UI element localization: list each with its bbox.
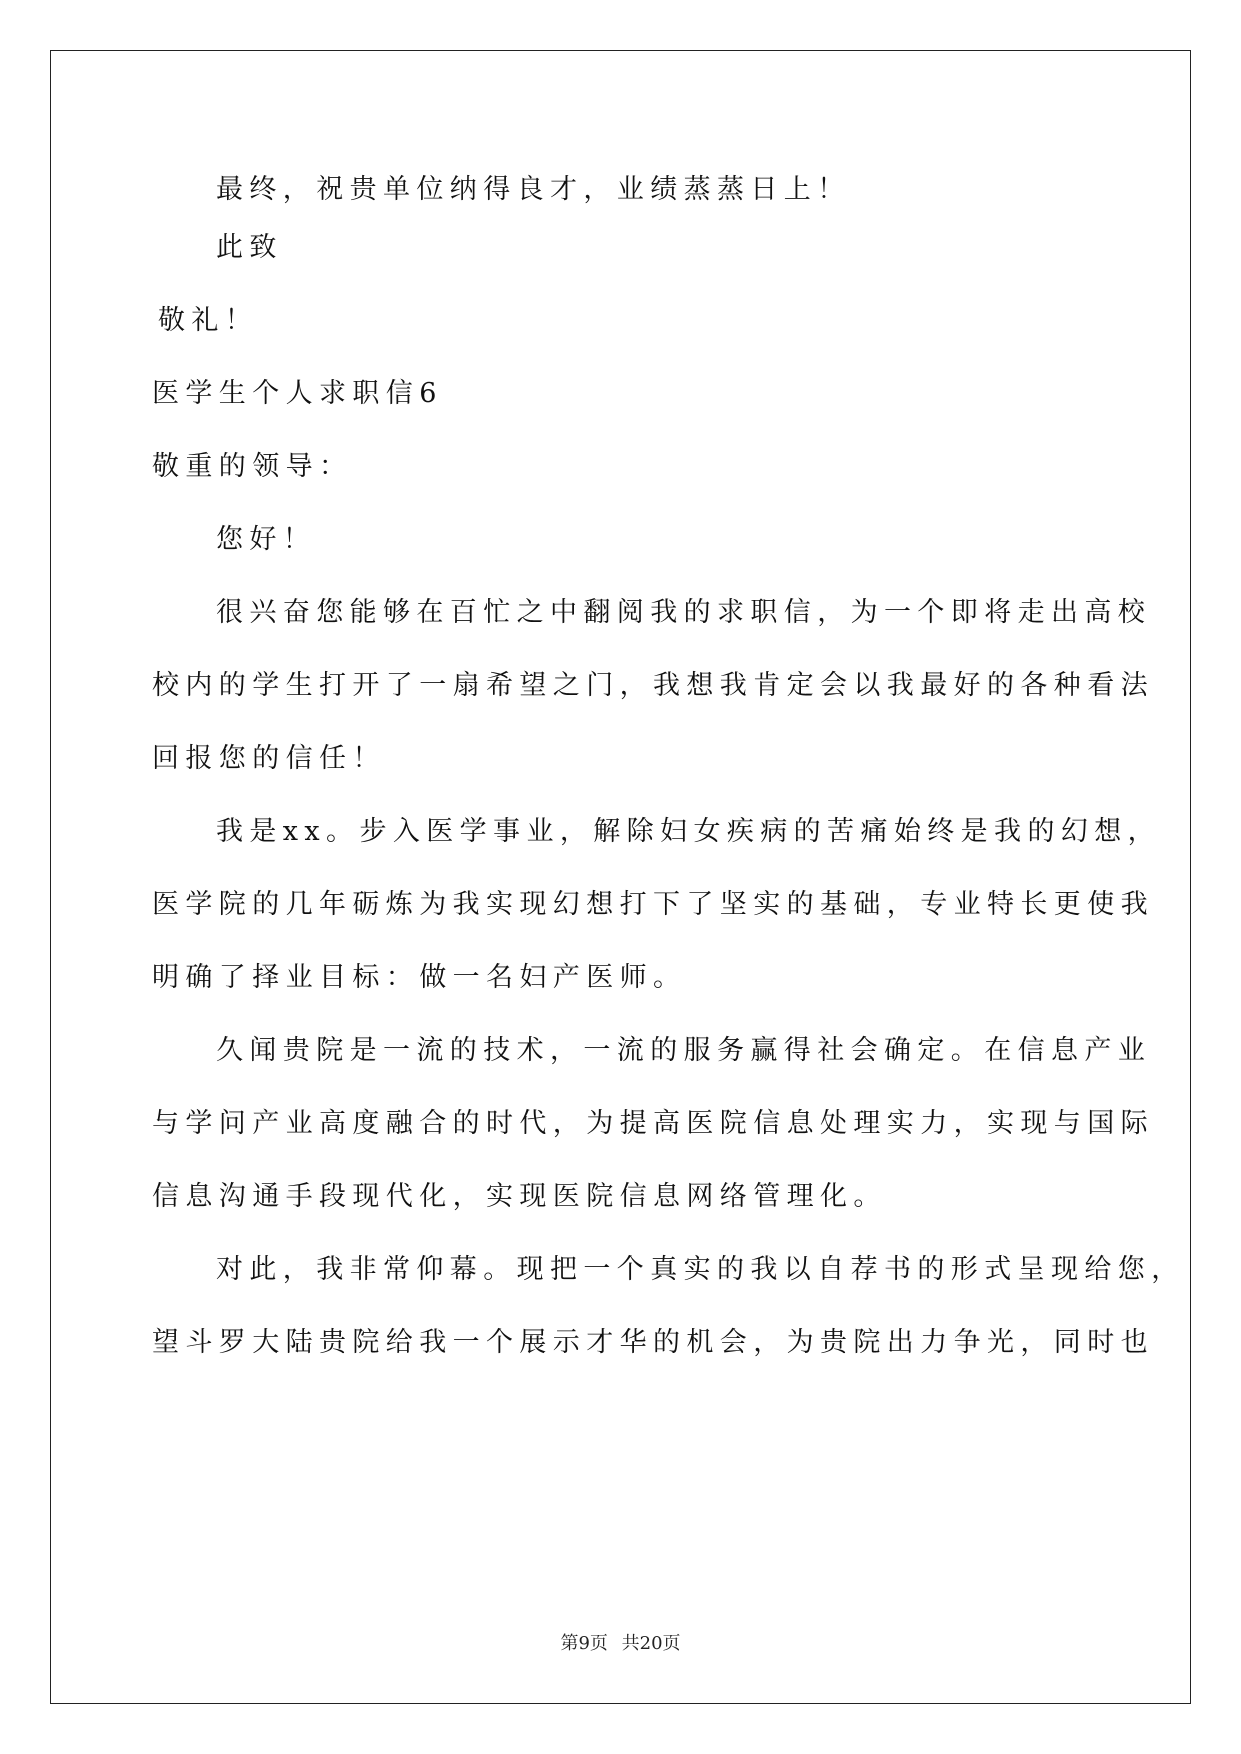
paragraph-line: 望斗罗大陆贵院给我一个展示才华的机会，为贵院出力争光，同时也	[152, 1327, 1154, 1358]
paragraph-line: 与学问产业高度融合的时代，为提高医院信息处理实力，实现与国际	[152, 1108, 1154, 1139]
paragraph-line: 医学院的几年砺炼为我实现幻想打下了坚实的基础，专业特长更使我	[152, 889, 1154, 920]
paragraph-line: 回报您的信任！	[152, 743, 386, 774]
paragraph-line: 对此，我非常仰幕。现把一个真实的我以自荐书的形式呈现给您，	[216, 1254, 1185, 1285]
closing-jingli: 敬礼！	[158, 305, 259, 336]
paragraph-line: 校内的学生打开了一扇希望之门，我想我肯定会以我最好的各种看法	[152, 670, 1154, 701]
salutation: 敬重的领导：	[152, 451, 353, 482]
paragraph-line: 很兴奋您能够在百忙之中翻阅我的求职信，为一个即将走出高校	[216, 597, 1152, 628]
paragraph-line: 久闻贵院是一流的技术，一流的服务赢得社会确定。在信息产业	[216, 1035, 1152, 1066]
closing-cizhi: 此致	[216, 232, 283, 263]
greeting: 您好！	[216, 524, 317, 555]
page-footer	[0, 1632, 1241, 1656]
paragraph-line: 信息沟通手段现代化，实现医院信息网络管理化。	[152, 1181, 887, 1212]
page-number: 第9页	[560, 1633, 608, 1654]
section-heading: 医学生个人求职信6	[152, 378, 443, 409]
paragraph-line: 我是xx。步入医学事业，解除妇女疾病的苦痛始终是我的幻想，	[216, 816, 1162, 847]
page-total: 共20页	[621, 1633, 681, 1654]
closing-wish-line: 最终，祝贵单位纳得良才，业绩蒸蒸日上！	[216, 174, 851, 205]
paragraph-line: 明确了择业目标：做一名妇产医师。	[152, 962, 687, 993]
page-border	[50, 50, 1191, 1704]
